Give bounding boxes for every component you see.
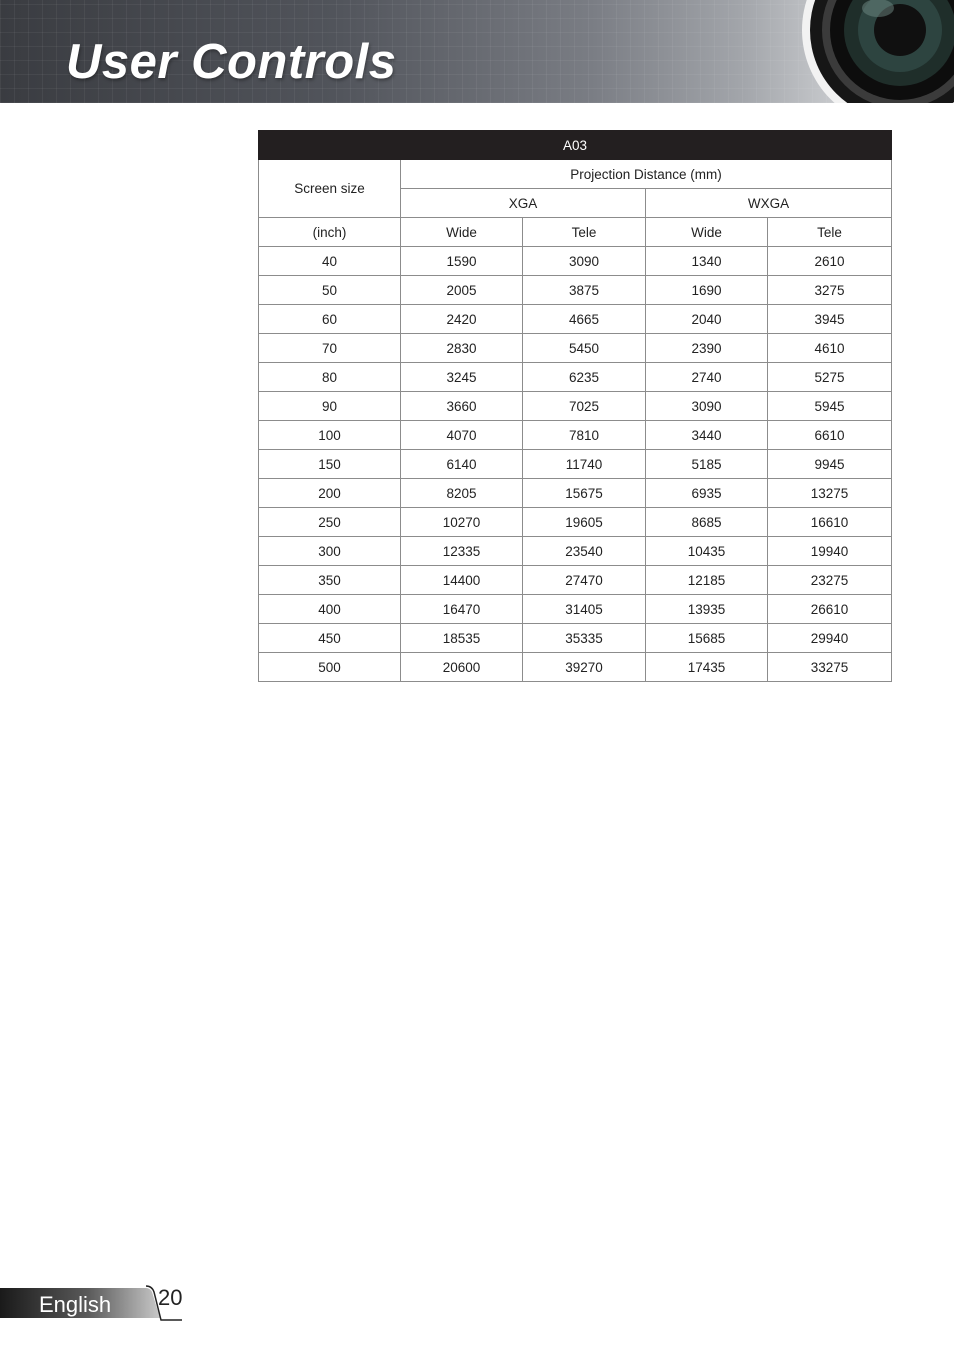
xga-tele-cell: 39270 xyxy=(523,653,646,682)
table-title-row xyxy=(259,131,892,160)
screen-size-cell: 450 xyxy=(259,624,401,653)
table-row xyxy=(259,624,892,653)
table-row xyxy=(259,595,892,624)
wxga-tele-cell: 26610 xyxy=(768,595,892,624)
wxga-wide-cell: 8685 xyxy=(646,508,768,537)
xga-tele-cell: 31405 xyxy=(523,595,646,624)
table-row xyxy=(259,334,892,363)
xga-wide-cell: 2420 xyxy=(401,305,523,334)
screen-size-cell: 90 xyxy=(259,392,401,421)
unit-header: (inch) xyxy=(259,218,401,247)
xga-tele-cell: 3090 xyxy=(523,247,646,276)
xga-wide-cell: 3660 xyxy=(401,392,523,421)
screen-size-cell: 300 xyxy=(259,537,401,566)
xga-tele-cell: 27470 xyxy=(523,566,646,595)
xga-tele-header: Tele xyxy=(523,218,646,247)
screen-size-cell: 70 xyxy=(259,334,401,363)
wxga-tele-cell: 5275 xyxy=(768,363,892,392)
wxga-tele-cell: 2610 xyxy=(768,247,892,276)
xga-tele-cell: 23540 xyxy=(523,537,646,566)
xga-wide-cell: 8205 xyxy=(401,479,523,508)
screen-size-header: Screen size xyxy=(259,160,401,218)
wxga-tele-cell: 9945 xyxy=(768,450,892,479)
table-row xyxy=(259,276,892,305)
wxga-wide-cell: 3440 xyxy=(646,421,768,450)
wxga-tele-cell: 6610 xyxy=(768,421,892,450)
wxga-header: WXGA xyxy=(646,189,892,218)
model-header: A03 xyxy=(259,131,892,160)
wxga-wide-cell: 2390 xyxy=(646,334,768,363)
xga-wide-cell: 4070 xyxy=(401,421,523,450)
xga-tele-cell: 3875 xyxy=(523,276,646,305)
table-row xyxy=(259,305,892,334)
wxga-tele-header: Tele xyxy=(768,218,892,247)
xga-wide-header: Wide xyxy=(401,218,523,247)
table-row xyxy=(259,247,892,276)
table-row xyxy=(259,479,892,508)
table-row xyxy=(259,653,892,682)
xga-header: XGA xyxy=(401,189,646,218)
page-title: User Controls xyxy=(66,35,397,89)
xga-tele-cell: 11740 xyxy=(523,450,646,479)
page-number: 20 xyxy=(158,1285,183,1310)
wxga-tele-cell: 3945 xyxy=(768,305,892,334)
xga-wide-cell: 16470 xyxy=(401,595,523,624)
wxga-wide-cell: 1340 xyxy=(646,247,768,276)
footer-language: English xyxy=(39,1292,112,1317)
xga-tele-cell: 15675 xyxy=(523,479,646,508)
table-row xyxy=(259,421,892,450)
wxga-tele-cell: 33275 xyxy=(768,653,892,682)
xga-tele-cell: 19605 xyxy=(523,508,646,537)
table-row xyxy=(259,537,892,566)
wxga-wide-cell: 5185 xyxy=(646,450,768,479)
xga-wide-cell: 6140 xyxy=(401,450,523,479)
table-row xyxy=(259,363,892,392)
xga-wide-cell: 14400 xyxy=(401,566,523,595)
xga-wide-cell: 3245 xyxy=(401,363,523,392)
xga-tele-cell: 7810 xyxy=(523,421,646,450)
wxga-wide-cell: 2740 xyxy=(646,363,768,392)
wxga-wide-cell: 10435 xyxy=(646,537,768,566)
wxga-tele-cell: 4610 xyxy=(768,334,892,363)
screen-size-cell: 200 xyxy=(259,479,401,508)
xga-tele-cell: 35335 xyxy=(523,624,646,653)
wxga-wide-cell: 12185 xyxy=(646,566,768,595)
xga-tele-cell: 6235 xyxy=(523,363,646,392)
projection-distance-header: Projection Distance (mm) xyxy=(401,160,892,189)
header-banner xyxy=(0,0,954,103)
wxga-tele-cell: 13275 xyxy=(768,479,892,508)
table-row xyxy=(259,508,892,537)
table-header-row xyxy=(259,160,892,189)
wxga-tele-cell: 29940 xyxy=(768,624,892,653)
xga-wide-cell: 2830 xyxy=(401,334,523,363)
screen-size-cell: 100 xyxy=(259,421,401,450)
xga-wide-cell: 20600 xyxy=(401,653,523,682)
screen-size-cell: 60 xyxy=(259,305,401,334)
wxga-tele-cell: 23275 xyxy=(768,566,892,595)
xga-tele-cell: 7025 xyxy=(523,392,646,421)
wxga-tele-cell: 5945 xyxy=(768,392,892,421)
wxga-wide-cell: 2040 xyxy=(646,305,768,334)
screen-size-cell: 40 xyxy=(259,247,401,276)
screen-size-cell: 350 xyxy=(259,566,401,595)
xga-wide-cell: 1590 xyxy=(401,247,523,276)
table-row xyxy=(259,450,892,479)
projection-distance-table xyxy=(258,130,892,682)
wxga-wide-cell: 15685 xyxy=(646,624,768,653)
lens-icon xyxy=(800,0,954,103)
table-header-row xyxy=(259,218,892,247)
table-row xyxy=(259,566,892,595)
table-row xyxy=(259,392,892,421)
xga-tele-cell: 4665 xyxy=(523,305,646,334)
wxga-wide-header: Wide xyxy=(646,218,768,247)
wxga-wide-cell: 6935 xyxy=(646,479,768,508)
xga-wide-cell: 18535 xyxy=(401,624,523,653)
screen-size-cell: 500 xyxy=(259,653,401,682)
screen-size-cell: 150 xyxy=(259,450,401,479)
screen-size-cell: 250 xyxy=(259,508,401,537)
wxga-wide-cell: 13935 xyxy=(646,595,768,624)
xga-wide-cell: 2005 xyxy=(401,276,523,305)
wxga-tele-cell: 16610 xyxy=(768,508,892,537)
wxga-tele-cell: 3275 xyxy=(768,276,892,305)
screen-size-cell: 400 xyxy=(259,595,401,624)
screen-size-cell: 80 xyxy=(259,363,401,392)
xga-wide-cell: 12335 xyxy=(401,537,523,566)
wxga-wide-cell: 1690 xyxy=(646,276,768,305)
wxga-wide-cell: 3090 xyxy=(646,392,768,421)
xga-wide-cell: 10270 xyxy=(401,508,523,537)
wxga-tele-cell: 19940 xyxy=(768,537,892,566)
wxga-wide-cell: 17435 xyxy=(646,653,768,682)
screen-size-cell: 50 xyxy=(259,276,401,305)
xga-tele-cell: 5450 xyxy=(523,334,646,363)
